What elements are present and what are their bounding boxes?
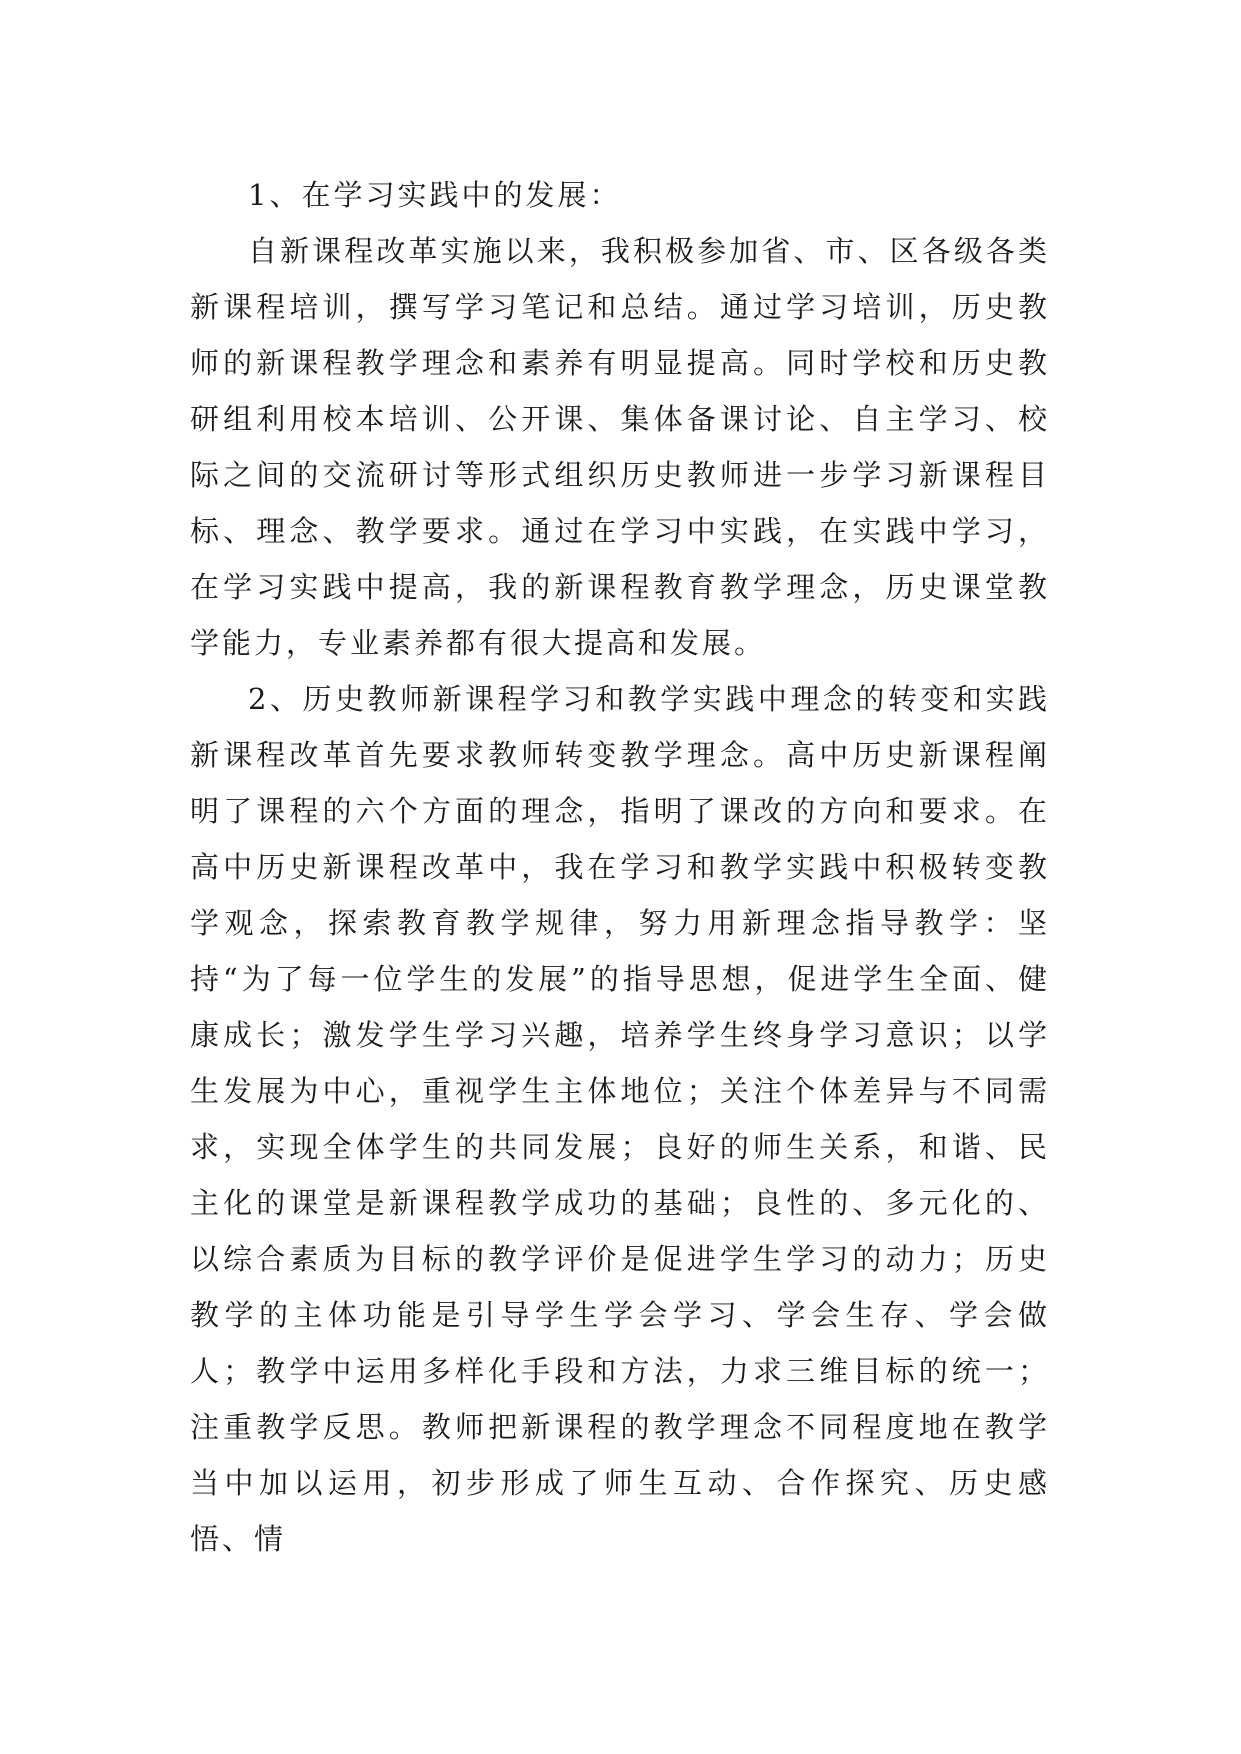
paragraph-1: 自新课程改革实施以来，我积极参加省、市、区各级各类新课程培训，撰写学习笔记和总结。通过学习培训，历史教师的新课程教学理念和素养有明显提高。同时学校和历史教研组利用校本培训、公开课、集体备课讨论、自主学习、校际之间的交流研讨等形式组织历史教师进一步学习新课程目标、理念、教学要求。通过在学习中实践，在实践中学习，在学习实践中提高，我的新课程教育教学理念，历史课堂教学能力，专业素养都有很大提高和发展。 (190, 234, 1050, 660)
section-heading-1: 1、在学习实践中的发展： (248, 178, 622, 212)
document-body (190, 167, 1050, 1567)
paragraph-2: 2、历史教师新课程学习和教学实践中理念的转变和实践新课程改革首先要求教师转变教学理念。高中历史新课程阐明了课程的六个方面的理念，指明了课改的方向和要求。在高中历史新课程改革中，我在学习和教学实践中积极转变教学观念，探索教育教学规律，努力用新理念指导教学：坚持“为了每一位学生的发展”的指导思想，促进学生全面、健康成长；激发学生学习兴趣，培养学生终身学习意识；以学生发展为中心，重视学生主体地位；关注个体差异与不同需求，实现全体学生的共同发展；良好的师生关系，和谐、民主化的课堂是新课程教学成功的基础；良性的、多元化的、以综合素质为目标的教学评价是促进学生学习的动力；历史教学的主体功能是引导学生学会学习、学会生存、学会做人；教学中运用多样化手段和方法，力求三维目标的统一；注重教学反思。教师把新课程的教学理念不同程度地在教学当中加以运用，初步形成了师生互动、合作探究、历史感悟、情 (190, 682, 1050, 1556)
